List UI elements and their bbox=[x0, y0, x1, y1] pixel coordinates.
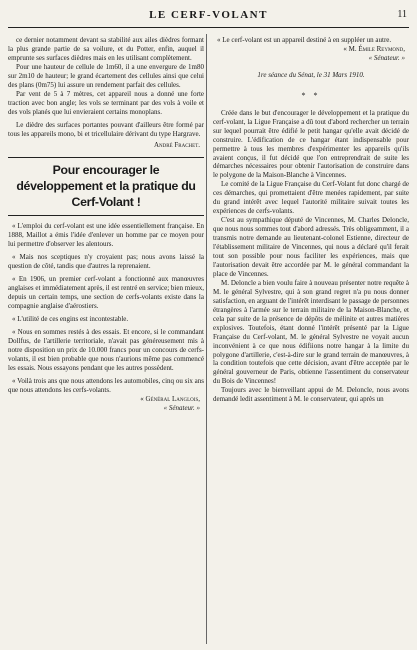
article-paragraph: Pour une hauteur de cellule de 1m60, il a une envergure de 1m80 sur 2m10 de hauteur; le grand écartement des cellules ainsi que celui des plans (0m75) lui assure un rendement parfait des cellules. bbox=[8, 62, 204, 89]
page-header bbox=[8, 6, 409, 28]
left-column bbox=[8, 36, 204, 640]
column-divider bbox=[206, 34, 207, 644]
quote-signature-name: « Général Langlois, bbox=[140, 394, 200, 403]
headline-box bbox=[8, 157, 204, 216]
quote-paragraph: « Voilà trois ans que nous attendons les automobiles, cinq ou six ans que nous attendons les cerfs-volants. bbox=[8, 376, 204, 394]
senate-session-line: 1re séance du Sénat, le 31 Mars 1910. bbox=[257, 70, 365, 79]
quote-paragraph: « L'emploi du cerf-volant est une idée essentiellement française. En 1888, Maillot a émis l'idée d'enlever un homme par ce moyen pour lui permettre d'observer les alentours. bbox=[8, 222, 204, 249]
quote-signature-role: « Sénateur. » bbox=[368, 53, 405, 62]
article-paragraph: ce dernier notamment devant sa stabilité aux ailes dièdres formant la plus grande partie de sa voilure, et du Potter, enfin, auquel il emprunte ses surfaces dièdres mais en les utilisant complètement. bbox=[8, 36, 204, 62]
article-paragraph: Le comité de la Ligue Française du Cerf-Volant fut donc chargé de ces démarches, qui promettaient d'être menées rapidement, par suite du grand intérêt avec lequel l'autorité militaire suivait toutes les expériences de cerfs-volants. bbox=[213, 180, 409, 216]
quote-paragraph: « L'utilité de ces engins est incontestable. bbox=[12, 315, 129, 324]
article-paragraph: C'est au sympathique député de Vincennes, M. Charles Deloncle, que nous nous sommes tout d'abord adressés. Très obligeamment, il a transmis notre demande au lieutenant-colonel Estienne, directeur de l'établissement militaire de Vincennes, qui nous a déclaré qu'il ferait tout son possible pour nous faciliter les expériences, mais que l'autorisation devait être accordée par M. le général commandant la place de Vincennes. bbox=[213, 216, 409, 278]
section-separator: * * bbox=[301, 90, 321, 100]
page-number: 11 bbox=[397, 9, 407, 20]
article-paragraph: Par vent de 5 à 7 mètres, cet appareil nous a donné une forte traction avec bon angle; les vols se terminant par des vols à voile et des vols planés que lui envieraient certains monoplans. bbox=[8, 89, 204, 116]
author-signature: André Frachet. bbox=[153, 141, 200, 150]
article-paragraph: Créée dans le but d'encourager le développement et la pratique du cerf-volant, la Ligue Française a dû tout d'abord rechercher un terrain sur lequel pourrait être édifié le petit hangar qu'elle avait décidé de construire. L'édification de ce hangar étant indispensable pour permettre à tous les membres d'expérimenter les appareils qu'ils avaient conçus, il fut décidé que l'on entreprendrait de suite les démarches nécessaires pour obtenir l'autorisation de construire dans le polygone de la Maison-Blanche à Vincennes. bbox=[213, 108, 409, 180]
journal-title: LE CERF-VOLANT bbox=[149, 9, 268, 21]
article-paragraph: Le dièdre des surfaces portantes pouvant d'ailleurs être formé par tous les appareils mono, bi et tricellulaire dérivant du type Hargrave. bbox=[8, 120, 204, 138]
article-paragraph: Toujours avec le bienveillant appui de M. Deloncle, nous avons demandé ledit assentiment à M. le conservateur, qui après un bbox=[213, 386, 409, 404]
quote-paragraph: « En 1906, un premier cerf-volant a fonctionné aux manœuvres anglaises et immédiatement après, il est rentré en service; bien mieux, depuis un certain temps, une section de cerfs-volants existe dans la compagnie anglaise d'aérostiers. bbox=[8, 275, 204, 311]
quote-signature-name: « M. Émile Reymond, bbox=[343, 44, 405, 53]
article-headline: Pour encourager le développement et la pratique du Cerf-Volant ! bbox=[16, 163, 196, 210]
right-column bbox=[213, 36, 409, 640]
quote-signature-role: « Sénateur. » bbox=[163, 403, 200, 412]
quote-paragraph: « Mais nos sceptiques n'y croyaient pas; nous avons laissé la question de côté, tandis que d'autres la reprenaient. bbox=[8, 253, 204, 271]
quote-paragraph: « Nous en sommes restés à des essais. Et encore, si le commandant Dollfus, de l'artillerie territoriale, n'avait pas généreusement mis à notre disposition un prix de 10.000 francs pour un concours de cerfs-volants, il est bien probable que nous n'aurions même pas commencé les essais. Nous essayons pendant que les autres possèdent. bbox=[8, 327, 204, 372]
quote-paragraph: « Le cerf-volant est un appareil destiné à en suppléer un autre. bbox=[217, 36, 392, 44]
article-paragraph: M. Deloncle a bien voulu faire à nouveau présenter notre requête à M. le général Sylvestre, qui à son grand regret n'a pu nous donner satisfaction, en arguant de l'intérêt interdisant le passage de personnes étrangères à l'armée sur le terrain militaire de la Maison-Blanche, et cela par suite de la présence de dépôts de mélinite et autres matières explosives. Toutefois, étant donné l'intérêt présenté par la Ligue Française du Cerf-volant, M. le général Sylvestre ne voyait aucun inconvénient à ce que nous édifiions notre hangar à la limite du polygone d'artillerie, c'est-à-dire sur le grand terrain de manœuvres, à la condition toutefois que cette décision, avant d'être acceptée par le général gouverneur de Paris, obtienne l'assentiment du conservateur du Bois de Vincennes! bbox=[213, 278, 409, 386]
header-rule bbox=[8, 27, 409, 28]
